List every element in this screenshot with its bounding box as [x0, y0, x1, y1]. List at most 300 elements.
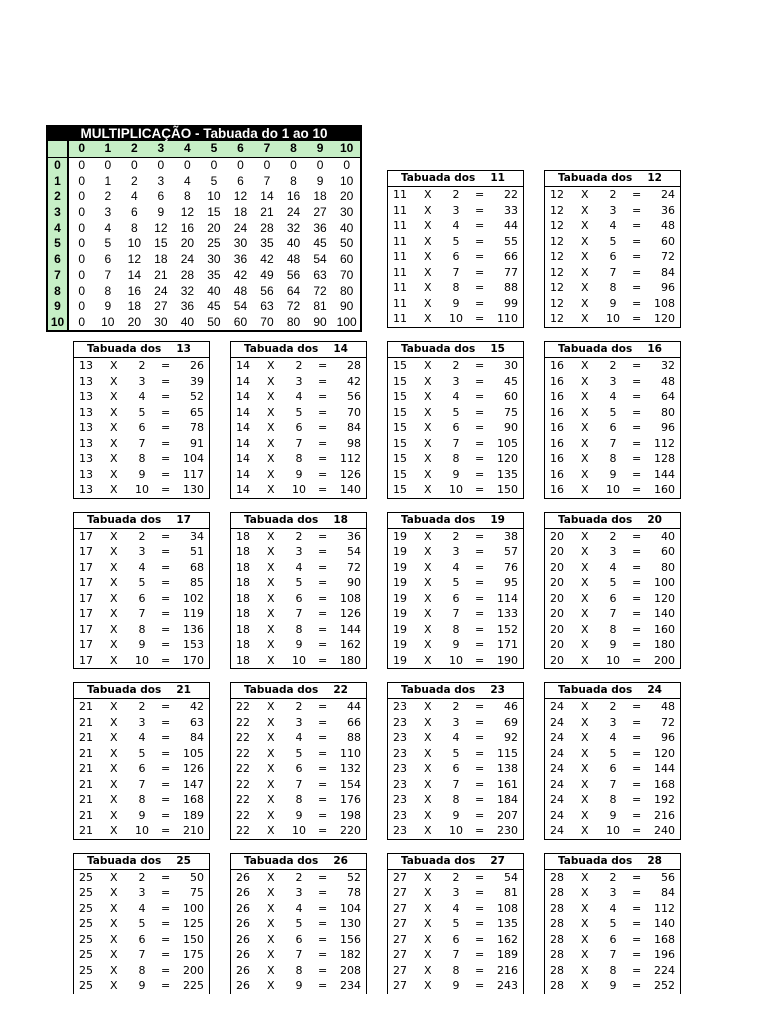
- tabuada-equals-sign: =: [632, 219, 642, 232]
- grid-cell: 14: [260, 189, 274, 204]
- tabuada-row: [545, 622, 680, 638]
- tabuada-label: Tabuada dos: [87, 684, 162, 696]
- tabuada-multiplicand: 20: [550, 638, 564, 651]
- tabuada-equals-sign: =: [475, 436, 485, 450]
- tabuada-times-sign: X: [267, 746, 275, 760]
- tabuada-multiplicand: 12: [550, 188, 564, 201]
- tabuada-equals-sign: =: [318, 824, 328, 837]
- tabuada-multiplicand: 27: [393, 963, 407, 977]
- tabuada-row: [545, 420, 680, 436]
- tabuada-result: 133: [497, 607, 518, 620]
- tabuada-multiplier: 9: [138, 638, 146, 651]
- tabuada-result: 72: [661, 250, 675, 263]
- tabuada-equals-sign: =: [318, 901, 328, 915]
- tabuada-times-sign: X: [581, 607, 589, 620]
- tabuada-multiplicand: 19: [393, 591, 407, 605]
- tabuada-result: 108: [654, 296, 675, 310]
- tabuada-multiplier: 2: [138, 700, 146, 713]
- tabuada-multiplier: 2: [452, 359, 460, 372]
- tabuada-multiplier: 10: [606, 483, 620, 496]
- tabuada-multiplicand: 24: [550, 777, 564, 791]
- tabuada-multiplier: 8: [609, 793, 617, 806]
- tabuada-times-sign: X: [424, 979, 432, 992]
- tabuada-label: Tabuada dos: [558, 513, 633, 526]
- tabuada-multiplicand: 17: [79, 545, 93, 558]
- tabuada-result: 84: [347, 421, 361, 434]
- tabuada-multiplier: 5: [452, 917, 460, 930]
- tabuada-equals-sign: =: [318, 374, 328, 388]
- tabuada-multiplier: 7: [609, 607, 617, 620]
- grid-cell: 30: [339, 205, 354, 220]
- tabuada-equals-sign: =: [475, 700, 485, 713]
- tabuada-times-sign: X: [267, 777, 275, 791]
- tabuada-multiplier: 6: [609, 591, 617, 605]
- tabuada-multiplicand: 19: [393, 607, 407, 620]
- tabuada-multiplier: 6: [452, 762, 460, 775]
- tabuada-times-sign: X: [424, 808, 432, 822]
- tabuada-result: 160: [654, 622, 675, 636]
- grid-cell: 6: [157, 189, 165, 204]
- tabuada-result: 30: [504, 359, 518, 372]
- grid-cell: 40: [180, 314, 195, 329]
- tabuada-row: [545, 808, 680, 824]
- grid-cell: 5: [210, 173, 218, 188]
- tabuada-times-sign: X: [581, 281, 589, 294]
- tabuada-result: 44: [504, 219, 518, 232]
- tabuada-result: 88: [347, 731, 361, 744]
- tabuada-multiplier: 4: [295, 390, 303, 403]
- grid-row-header: 7: [48, 268, 68, 284]
- tabuada-times-sign: X: [424, 762, 432, 775]
- tabuada-equals-sign: =: [161, 762, 171, 775]
- tabuada-equals-sign: =: [475, 405, 485, 419]
- tabuada-multiplicand: 23: [393, 731, 407, 744]
- tabuada-result: 63: [190, 715, 204, 729]
- tabuada-equals-sign: =: [161, 870, 171, 884]
- tabuada-equals-sign: =: [632, 374, 642, 388]
- tabuada-times-sign: X: [267, 405, 275, 419]
- tabuada-result: 60: [661, 545, 675, 558]
- tabuada-multiplicand: 28: [550, 948, 564, 961]
- tabuada-equals-sign: =: [632, 638, 642, 651]
- tabuada-row: [388, 808, 523, 824]
- tabuada-box: [73, 682, 210, 840]
- grid-cell: 48: [233, 283, 248, 298]
- tabuada-row: [231, 870, 366, 886]
- tabuada-label: Tabuada dos: [87, 854, 162, 867]
- tabuada-times-sign: X: [581, 917, 589, 930]
- tabuada-row: [231, 761, 366, 777]
- tabuada-equals-sign: =: [632, 467, 642, 481]
- tabuada-times-sign: X: [424, 560, 432, 574]
- tabuada-result: 216: [497, 963, 518, 977]
- tabuada-times-sign: X: [424, 824, 432, 837]
- tabuada-multiplicand: 12: [550, 312, 564, 325]
- tabuada-equals-sign: =: [475, 746, 485, 760]
- tabuada-result: 52: [190, 390, 204, 403]
- grid-cell: 18: [154, 252, 168, 267]
- tabuada-label: Tabuada dos: [401, 684, 476, 696]
- tabuada-multiplier: 9: [452, 638, 460, 651]
- tabuada-row: [545, 606, 680, 622]
- tabuada-result: 140: [654, 607, 675, 620]
- tabuada-result: 162: [497, 932, 518, 946]
- tabuada-row: [545, 529, 680, 545]
- grid-row-header: 9: [48, 299, 68, 315]
- tabuada-row: [231, 451, 366, 467]
- tabuada-multiplier: 5: [609, 746, 617, 760]
- tabuada-multiplier: 4: [609, 390, 617, 403]
- tabuada-multiplier: 3: [609, 374, 617, 388]
- tabuada-result: 22: [504, 188, 518, 201]
- tabuada-result: 152: [497, 622, 518, 636]
- tabuada-result: 120: [497, 452, 518, 465]
- tabuada-times-sign: X: [267, 436, 275, 450]
- tabuada-multiplicand: 16: [550, 374, 564, 388]
- tabuada-multiplicand: 15: [393, 359, 407, 372]
- tabuada-multiplicand: 28: [550, 870, 564, 884]
- tabuada-times-sign: X: [424, 870, 432, 884]
- tabuada-multiplier: 4: [295, 731, 303, 744]
- tabuada-result: 56: [661, 870, 675, 884]
- grid-col-header: 2: [121, 141, 148, 157]
- tabuada-times-sign: X: [110, 405, 118, 419]
- tabuada-multiplicand: 13: [79, 390, 93, 403]
- tabuada-result: 24: [661, 188, 675, 201]
- tabuada-result: 168: [654, 777, 675, 791]
- tabuada-times-sign: X: [267, 638, 275, 651]
- tabuada-multiplicand: 11: [393, 296, 407, 310]
- tabuada-equals-sign: =: [318, 452, 328, 465]
- tabuada-result: 26: [190, 359, 204, 372]
- tabuada-result: 234: [340, 979, 361, 992]
- tabuada-result: 84: [661, 265, 675, 279]
- tabuada-row: [388, 482, 523, 498]
- tabuada-result: 48: [661, 219, 675, 232]
- tabuada-multiplier: 8: [138, 452, 146, 465]
- tabuada-multiplier: 3: [138, 545, 146, 558]
- tabuada-multiplier: 10: [135, 653, 149, 667]
- tabuada-multiplicand: 22: [236, 715, 250, 729]
- tabuada-equals-sign: =: [632, 452, 642, 465]
- tabuada-label: Tabuada dos: [244, 684, 319, 696]
- tabuada-times-sign: X: [581, 483, 589, 496]
- tabuada-row: [545, 963, 680, 979]
- tabuada-multiplier: 8: [138, 793, 146, 806]
- tabuada-multiplicand: 12: [550, 265, 564, 279]
- grid-col-header: 10: [333, 141, 360, 157]
- tabuada-times-sign: X: [110, 529, 118, 543]
- tabuada-result: 70: [347, 405, 361, 419]
- tabuada-result: 36: [661, 203, 675, 217]
- tabuada-row: [74, 482, 209, 498]
- tabuada-row: [388, 761, 523, 777]
- grid-cell: 12: [180, 205, 195, 220]
- tabuada-number: 20: [647, 513, 662, 526]
- tabuada-multiplicand: 16: [550, 359, 564, 372]
- tabuada-row: [231, 606, 366, 622]
- tabuada-multiplier: 7: [452, 948, 460, 961]
- tabuada-box: [387, 341, 524, 499]
- tabuada-multiplier: 4: [138, 731, 146, 744]
- tabuada-multiplicand: 12: [550, 281, 564, 294]
- tabuada-equals-sign: =: [632, 607, 642, 620]
- grid-row: [48, 236, 360, 252]
- grid-title: MULTIPLICAÇÃO - Tabuada do 1 ao 10: [48, 127, 360, 141]
- tabuada-row: [545, 544, 680, 560]
- tabuada-times-sign: X: [110, 808, 118, 822]
- tabuada-times-sign: X: [110, 421, 118, 434]
- grid-cell: 72: [313, 283, 327, 298]
- tabuada-multiplicand: 14: [236, 483, 250, 496]
- tabuada-row: [74, 932, 209, 948]
- tabuada-multiplicand: 16: [550, 390, 564, 403]
- tabuada-multiplicand: 25: [79, 917, 93, 930]
- tabuada-times-sign: X: [267, 731, 275, 744]
- grid-cell: 35: [260, 236, 274, 251]
- tabuada-equals-sign: =: [161, 607, 171, 620]
- tabuada-row: [545, 823, 680, 839]
- tabuada-multiplicand: 18: [236, 576, 250, 589]
- tabuada-multiplicand: 16: [550, 452, 564, 465]
- tabuada-times-sign: X: [581, 808, 589, 822]
- tabuada-times-sign: X: [267, 762, 275, 775]
- tabuada-times-sign: X: [110, 576, 118, 589]
- tabuada-result: 57: [504, 545, 518, 558]
- tabuada-equals-sign: =: [161, 483, 171, 496]
- tabuada-row: [388, 901, 523, 917]
- tabuada-equals-sign: =: [632, 436, 642, 450]
- tabuada-equals-sign: =: [632, 421, 642, 434]
- tabuada-times-sign: X: [581, 746, 589, 760]
- tabuada-box: [230, 341, 367, 499]
- tabuada-result: 132: [340, 762, 361, 775]
- grid-cell: 70: [260, 314, 274, 329]
- tabuada-result: 224: [654, 963, 675, 977]
- tabuada-number: 21: [176, 684, 191, 696]
- tabuada-multiplier: 8: [295, 793, 303, 806]
- tabuada-row: [74, 653, 209, 669]
- tabuada-row: [231, 637, 366, 653]
- tabuada-row: [231, 653, 366, 669]
- grid-cell: 0: [157, 158, 165, 173]
- tabuada-multiplicand: 26: [236, 979, 250, 992]
- tabuada-row: [545, 311, 680, 327]
- tabuada-multiplier: 4: [609, 560, 617, 574]
- tabuada-multiplicand: 26: [236, 932, 250, 946]
- grid-cell: 0: [184, 158, 191, 173]
- tabuada-multiplicand: 24: [550, 746, 564, 760]
- tabuada-multiplicand: 12: [550, 203, 564, 217]
- tabuada-multiplier: 6: [138, 762, 146, 775]
- grid-cell: 20: [339, 189, 354, 204]
- tabuada-row: [545, 653, 680, 669]
- tabuada-row: [74, 792, 209, 808]
- tabuada-multiplier: 8: [452, 963, 460, 977]
- tabuada-row: [388, 405, 523, 421]
- tabuada-times-sign: X: [267, 901, 275, 915]
- tabuada-header: [74, 683, 209, 699]
- tabuada-row: [74, 544, 209, 560]
- tabuada-times-sign: X: [581, 576, 589, 589]
- tabuada-equals-sign: =: [318, 917, 328, 930]
- tabuada-multiplicand: 25: [79, 870, 93, 884]
- tabuada-times-sign: X: [110, 917, 118, 930]
- tabuada-row: [388, 575, 523, 591]
- tabuada-times-sign: X: [581, 390, 589, 403]
- tabuada-row: [388, 451, 523, 467]
- tabuada-multiplier: 4: [138, 901, 146, 915]
- tabuada-multiplicand: 28: [550, 963, 564, 977]
- tabuada-box: [544, 512, 681, 670]
- tabuada-equals-sign: =: [632, 203, 642, 217]
- tabuada-box: [544, 341, 681, 499]
- grid-cell: 42: [260, 252, 274, 267]
- grid-cell: 0: [78, 205, 86, 220]
- tabuada-multiplicand: 19: [393, 576, 407, 589]
- tabuada-row: [74, 420, 209, 436]
- tabuada-equals-sign: =: [318, 793, 328, 806]
- tabuada-multiplicand: 21: [79, 793, 93, 806]
- grid-col-header: 3: [148, 141, 175, 157]
- tabuada-times-sign: X: [424, 436, 432, 450]
- tabuada-row: [74, 591, 209, 607]
- tabuada-multiplicand: 15: [393, 374, 407, 388]
- tabuada-multiplier: 8: [138, 963, 146, 977]
- tabuada-result: 46: [504, 700, 518, 713]
- grid-cell: 0: [78, 299, 86, 314]
- tabuada-result: 168: [183, 793, 204, 806]
- tabuada-equals-sign: =: [632, 281, 642, 294]
- tabuada-row: [545, 218, 680, 234]
- tabuada-multiplicand: 20: [550, 560, 564, 574]
- tabuada-result: 34: [190, 529, 204, 543]
- tabuada-multiplier: 4: [138, 390, 146, 403]
- tabuada-equals-sign: =: [475, 948, 485, 961]
- grid-cell: 35: [207, 267, 221, 282]
- tabuada-multiplier: 5: [609, 234, 617, 248]
- tabuada-multiplicand: 26: [236, 886, 250, 899]
- tabuada-row: [74, 467, 209, 483]
- tabuada-equals-sign: =: [632, 963, 642, 977]
- tabuada-result: 190: [497, 653, 518, 667]
- tabuada-equals-sign: =: [161, 591, 171, 605]
- tabuada-result: 75: [190, 886, 204, 899]
- tabuada-result: 189: [497, 948, 518, 961]
- tabuada-times-sign: X: [267, 886, 275, 899]
- tabuada-multiplier: 6: [138, 591, 146, 605]
- tabuada-equals-sign: =: [318, 405, 328, 419]
- tabuada-multiplier: 7: [609, 777, 617, 791]
- tabuada-header: [545, 513, 680, 529]
- tabuada-times-sign: X: [424, 296, 432, 310]
- tabuada-row: [545, 901, 680, 917]
- tabuada-multiplicand: 13: [79, 467, 93, 481]
- tabuada-times-sign: X: [581, 529, 589, 543]
- tabuada-result: 130: [183, 483, 204, 496]
- tabuada-multiplicand: 22: [236, 793, 250, 806]
- tabuada-equals-sign: =: [632, 576, 642, 589]
- tabuada-multiplicand: 17: [79, 529, 93, 543]
- tabuada-times-sign: X: [581, 638, 589, 651]
- tabuada-times-sign: X: [110, 963, 118, 977]
- tabuada-result: 33: [504, 203, 518, 217]
- tabuada-multiplicand: 28: [550, 901, 564, 915]
- tabuada-row: [74, 715, 209, 731]
- tabuada-row: [388, 653, 523, 669]
- grid-cell: 16: [127, 283, 141, 298]
- tabuada-equals-sign: =: [475, 591, 485, 605]
- tabuada-multiplier: 3: [138, 374, 146, 388]
- tabuada-times-sign: X: [267, 467, 275, 481]
- tabuada-times-sign: X: [581, 405, 589, 419]
- tabuada-multiplier: 2: [295, 529, 303, 543]
- tabuada-multiplicand: 11: [393, 188, 407, 201]
- grid-cell: 6: [104, 252, 112, 267]
- tabuada-multiplier: 7: [452, 265, 460, 279]
- tabuada-multiplier: 6: [609, 421, 617, 434]
- tabuada-equals-sign: =: [475, 188, 485, 201]
- tabuada-times-sign: X: [267, 560, 275, 574]
- tabuada-times-sign: X: [581, 234, 589, 248]
- tabuada-equals-sign: =: [632, 793, 642, 806]
- tabuada-times-sign: X: [424, 731, 432, 744]
- tabuada-times-sign: X: [581, 219, 589, 232]
- grid-cell: 32: [286, 220, 301, 235]
- tabuada-times-sign: X: [267, 607, 275, 620]
- tabuada-times-sign: X: [110, 452, 118, 465]
- grid-cell: 28: [260, 220, 274, 235]
- tabuada-result: 210: [183, 824, 204, 837]
- grid-cell: 10: [339, 173, 354, 188]
- grid-cell: 0: [78, 158, 86, 173]
- tabuada-row: [74, 699, 209, 715]
- grid-cell: 6: [130, 205, 138, 220]
- tabuada-multiplicand: 12: [550, 234, 564, 248]
- tabuada-box: [387, 512, 524, 670]
- grid-cell: 7: [104, 267, 112, 282]
- tabuada-equals-sign: =: [475, 374, 485, 388]
- tabuada-multiplicand: 27: [393, 948, 407, 961]
- tabuada-equals-sign: =: [632, 622, 642, 636]
- tabuada-multiplicand: 28: [550, 932, 564, 946]
- tabuada-result: 48: [661, 374, 675, 388]
- grid-cell: 16: [180, 220, 195, 235]
- tabuada-result: 162: [340, 638, 361, 651]
- grid-header-row: [48, 141, 360, 157]
- tabuada-result: 175: [183, 948, 204, 961]
- tabuada-row: [231, 699, 366, 715]
- tabuada-row: [74, 885, 209, 901]
- tabuada-result: 160: [654, 483, 675, 496]
- tabuada-multiplicand: 21: [79, 824, 93, 837]
- grid-cell: 9: [104, 299, 112, 314]
- tabuada-multiplier: 6: [609, 250, 617, 263]
- tabuada-times-sign: X: [581, 622, 589, 636]
- tabuada-result: 126: [340, 607, 361, 620]
- grid-cell: 0: [78, 173, 86, 188]
- tabuada-row: [388, 622, 523, 638]
- grid-cell: 20: [127, 314, 141, 329]
- grid-cell: 2: [130, 173, 138, 188]
- tabuada-multiplier: 3: [295, 545, 303, 558]
- tabuada-multiplier: 7: [295, 948, 303, 961]
- tabuada-times-sign: X: [581, 793, 589, 806]
- grid-cell: 24: [180, 252, 195, 267]
- tabuada-label: Tabuada dos: [558, 172, 633, 184]
- tabuada-multiplicand: 16: [550, 405, 564, 419]
- tabuada-result: 60: [504, 390, 518, 403]
